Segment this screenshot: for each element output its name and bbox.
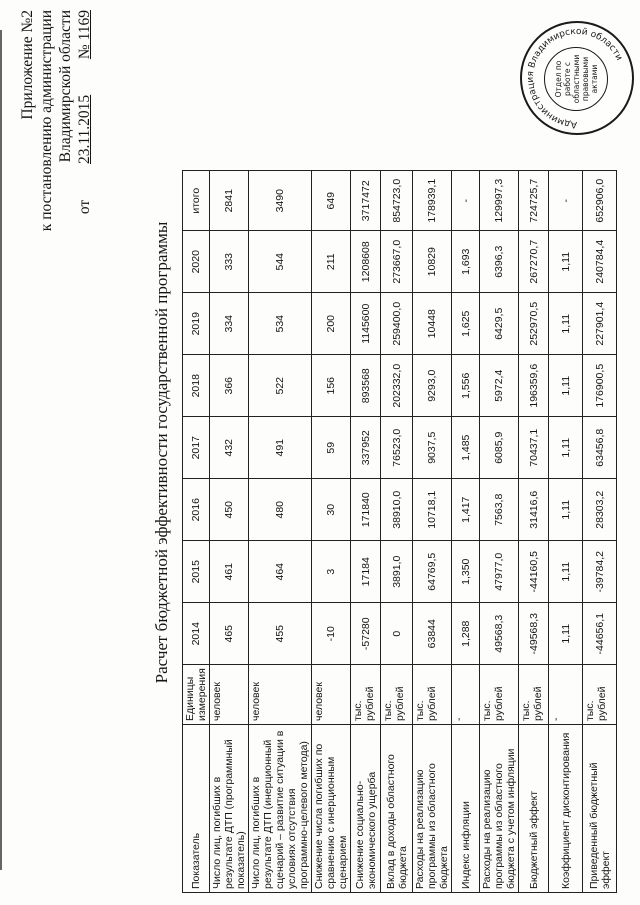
column-header: 2017 <box>183 417 210 479</box>
table-cell: 455 <box>249 603 312 665</box>
table-cell: 2841 <box>210 171 249 231</box>
column-header: 2020 <box>183 231 210 293</box>
table-row <box>413 171 452 893</box>
appendix-number: Приложение №2 <box>19 10 36 120</box>
table-row <box>583 171 617 893</box>
table-cell: 49568,3 <box>480 603 519 665</box>
table-cell: 1,417 <box>452 479 480 541</box>
table-cell: 3717472 <box>351 171 381 231</box>
table-cell: 724725,7 <box>519 171 549 231</box>
table-cell: 893568 <box>351 355 381 417</box>
row-label: Снижение числа погибших по сравнению с инерционным сценарием <box>312 725 351 893</box>
column-header: 2016 <box>183 479 210 541</box>
table-cell: 273667,0 <box>381 231 413 293</box>
table-cell: 534 <box>249 293 312 355</box>
table-cell: 465 <box>210 603 249 665</box>
column-header: Единицы измерения <box>183 665 210 725</box>
table-cell: 10448 <box>413 293 452 355</box>
table-cell: 1,11 <box>549 293 583 355</box>
svg-text:Администрация Владимирской обл: Администрация Владимирской области <box>525 26 624 130</box>
table-cell: 491 <box>249 417 312 479</box>
seal-inner-text: Отдел по работе с областными правовыми актами <box>544 47 608 111</box>
column-header: 2015 <box>183 541 210 603</box>
table-cell: 171840 <box>351 479 381 541</box>
table-cell: 202332,0 <box>381 355 413 417</box>
table-cell: 63456,8 <box>583 417 617 479</box>
table-cell: 6429,5 <box>480 293 519 355</box>
table-cell: 1,11 <box>549 417 583 479</box>
table-cell: 211 <box>312 231 351 293</box>
official-seal <box>520 21 634 135</box>
table-cell: 252970,5 <box>519 293 549 355</box>
table-cell: 522 <box>249 355 312 417</box>
row-unit: тыс. рублей <box>519 665 549 725</box>
table-cell: 156 <box>312 355 351 417</box>
column-header: 2018 <box>183 355 210 417</box>
table-cell: 480 <box>249 479 312 541</box>
table-cell: -44160,5 <box>519 541 549 603</box>
budget-efficiency-table <box>182 170 617 893</box>
table-cell: 47977,0 <box>480 541 519 603</box>
row-unit: человек <box>249 665 312 725</box>
table-row <box>210 171 249 893</box>
table-cell: 227901,4 <box>583 293 617 355</box>
table-cell: 76523,0 <box>381 417 413 479</box>
table-row <box>381 171 413 893</box>
table-cell: 1,625 <box>452 293 480 355</box>
table-row <box>480 171 519 893</box>
column-header: 2014 <box>183 603 210 665</box>
table-cell: 28303,2 <box>583 479 617 541</box>
table-cell: 3 <box>312 541 351 603</box>
table-cell: 240784,4 <box>583 231 617 293</box>
resolution-number: № 1169 <box>76 10 93 60</box>
table-row <box>351 171 381 893</box>
table-row <box>312 171 351 893</box>
document-title: Расчет бюджетной эффективности государственной программы <box>152 221 171 684</box>
table-cell: 464 <box>249 541 312 603</box>
row-label: Число лиц, погибших в результате ДТП (программный показатель) <box>210 725 249 893</box>
row-unit: - <box>452 665 480 725</box>
table-cell: 6085,9 <box>480 417 519 479</box>
table-cell: 544 <box>249 231 312 293</box>
row-unit: тыс. рублей <box>480 665 519 725</box>
table-cell: -49568,3 <box>519 603 549 665</box>
table-cell: 1,11 <box>549 355 583 417</box>
row-label: Расходы на реализацию программы из областного бюджета с учетом инфляции <box>480 725 519 893</box>
table-cell: 10829 <box>413 231 452 293</box>
column-header: итого <box>183 171 210 231</box>
table-cell: 1,556 <box>452 355 480 417</box>
table-row <box>519 171 549 893</box>
row-label: Индекс инфляции <box>452 725 480 893</box>
row-label: Снижение социально-экономического ущерба <box>351 725 381 893</box>
table-cell: 59 <box>312 417 351 479</box>
table-cell: 1,11 <box>549 479 583 541</box>
table-row <box>249 171 312 893</box>
row-unit: человек <box>312 665 351 725</box>
row-label: Коэффициент дисконтирования <box>549 725 583 893</box>
row-label: Вклад в доходы областного бюджета <box>381 725 413 893</box>
table-cell: 31416,6 <box>519 479 549 541</box>
row-unit: человек <box>210 665 249 725</box>
table-cell: 854723,0 <box>381 171 413 231</box>
table-cell: 1,288 <box>452 603 480 665</box>
table-cell: 461 <box>210 541 249 603</box>
row-label: Число лиц, погибших в результате ДТП (инерционный сценарий – развитие ситуации в условиях отсутствия программно-целевого метода) <box>249 725 312 893</box>
table-cell: 1,693 <box>452 231 480 293</box>
table-cell: 1,11 <box>549 541 583 603</box>
table-cell: 6396,3 <box>480 231 519 293</box>
table-cell: 176900,5 <box>583 355 617 417</box>
table-cell: 333 <box>210 231 249 293</box>
table-cell: 64769,5 <box>413 541 452 603</box>
appendix-header <box>18 10 94 300</box>
table-cell: 63844 <box>413 603 452 665</box>
row-unit: тыс. рублей <box>351 665 381 725</box>
table-cell: 17184 <box>351 541 381 603</box>
table-cell: 1,11 <box>549 231 583 293</box>
table-cell: 652906,0 <box>583 171 617 231</box>
table-cell: 196359,6 <box>519 355 549 417</box>
table-cell: 9293,0 <box>413 355 452 417</box>
table-cell: 3490 <box>249 171 312 231</box>
table-cell: 1,485 <box>452 417 480 479</box>
table-cell: - <box>549 171 583 231</box>
column-header: Показатель <box>183 725 210 893</box>
table-row <box>549 171 583 893</box>
table-cell: 0 <box>381 603 413 665</box>
appendix-region: Владимирской области <box>57 10 74 163</box>
table-cell: -10 <box>312 603 351 665</box>
table-header-row <box>183 171 210 893</box>
table-row <box>452 171 480 893</box>
table-cell: 337952 <box>351 417 381 479</box>
table-cell: -39784,2 <box>583 541 617 603</box>
table-cell: -44656,1 <box>583 603 617 665</box>
table-cell: -57280 <box>351 603 381 665</box>
table-cell: 3891,0 <box>381 541 413 603</box>
table-cell: 9037,5 <box>413 417 452 479</box>
table-cell: 5972,4 <box>480 355 519 417</box>
appendix-date-line <box>75 10 94 300</box>
row-unit: тыс. рублей <box>583 665 617 725</box>
column-header: 2019 <box>183 293 210 355</box>
table-cell: 334 <box>210 293 249 355</box>
table-cell: 1,11 <box>549 603 583 665</box>
table-cell: 1,350 <box>452 541 480 603</box>
table-cell: 259400,0 <box>381 293 413 355</box>
appendix-resolution: к постановлению администрации <box>38 10 55 232</box>
table-cell: 1145600 <box>351 293 381 355</box>
table-cell: 267270,7 <box>519 231 549 293</box>
table-cell: 10718,1 <box>413 479 452 541</box>
table-cell: 366 <box>210 355 249 417</box>
table-cell: - <box>452 171 480 231</box>
row-label: Приведенный бюджетный эффект <box>583 725 617 893</box>
table-cell: 7563,8 <box>480 479 519 541</box>
resolution-date: 23.11.2015 <box>76 94 93 165</box>
table-cell: 450 <box>210 479 249 541</box>
table-cell: 1208608 <box>351 231 381 293</box>
row-label: Расходы на реализацию программы из областного бюджета <box>413 725 452 893</box>
table-cell: 38910,0 <box>381 479 413 541</box>
row-unit: тыс. рублей <box>413 665 452 725</box>
table-cell: 70437,1 <box>519 417 549 479</box>
table-cell: 178939,1 <box>413 171 452 231</box>
table-cell: 30 <box>312 479 351 541</box>
table-cell: 129997,3 <box>480 171 519 231</box>
table-cell: 432 <box>210 417 249 479</box>
table-cell: 200 <box>312 293 351 355</box>
row-unit: - <box>549 665 583 725</box>
row-unit: тыс. рублей <box>381 665 413 725</box>
row-label: Бюджетный эффект <box>519 725 549 893</box>
from-label: от <box>76 199 93 215</box>
table-cell: 649 <box>312 171 351 231</box>
